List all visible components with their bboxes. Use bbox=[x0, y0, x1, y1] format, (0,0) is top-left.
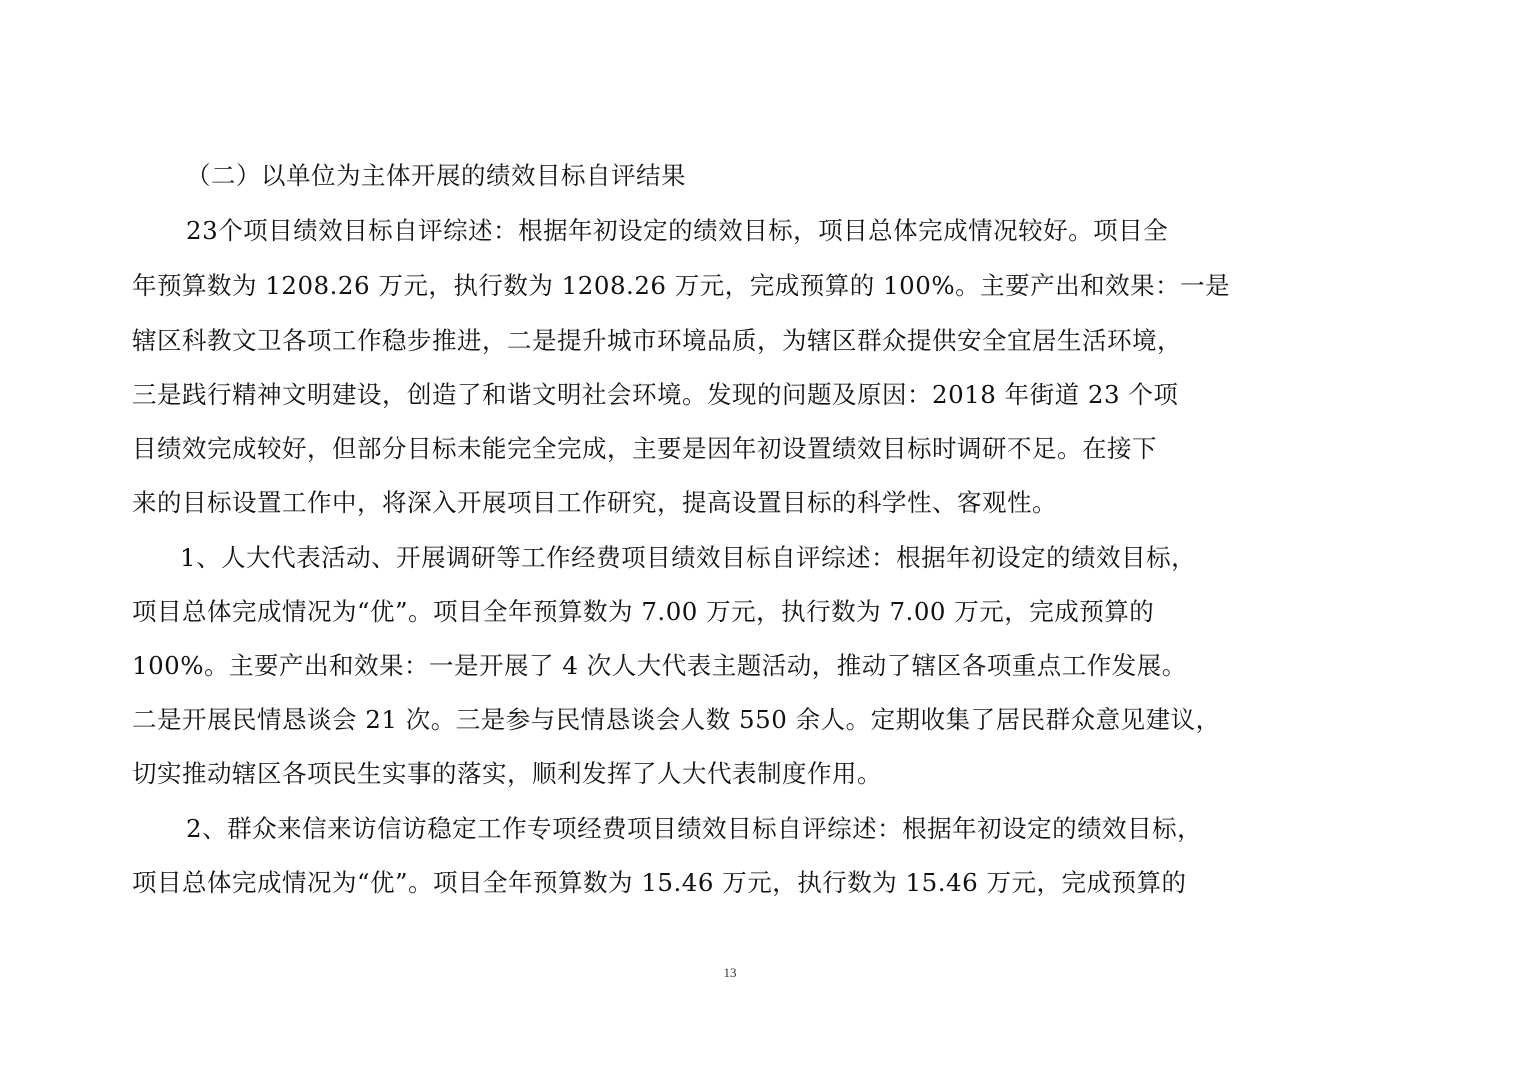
paragraph-line: 来的目标设置工作中，将深入开展项目工作研究，提高设置目标的科学性、客观性。 bbox=[132, 488, 1057, 517]
paragraph-line: 辖区科教文卫各项工作稳步推进，二是提升城市环境品质，为辖区群众提供安全宜居生活环境， bbox=[132, 326, 1182, 355]
paragraph-line: 项目总体完成情况为“优”。项目全年预算数为 15.46 万元，执行数为 15.46 万元，完成预算的 bbox=[132, 868, 1187, 897]
paragraph-line: 三是践行精神文明建设，创造了和谐文明社会环境。发现的问题及原因：2018 年街道 23 个项 bbox=[132, 380, 1179, 409]
paragraph-line: 项目总体完成情况为“优”。项目全年预算数为 7.00 万元，执行数为 7.00 万元，完成预算的 bbox=[132, 597, 1155, 626]
section-heading: （二）以单位为主体开展的绩效目标自评结果 bbox=[186, 161, 686, 190]
paragraph-line: 23个项目绩效目标自评综述：根据年初设定的绩效目标，项目总体完成情况较好。项目全 bbox=[186, 216, 1169, 245]
paragraph-line: 切实推动辖区各项民生实事的落实，顺利发挥了人大代表制度作用。 bbox=[132, 759, 882, 788]
paragraph-line: 2、群众来信来访信访稳定工作专项经费项目绩效目标自评综述：根据年初设定的绩效目标， bbox=[186, 814, 1203, 843]
page-number: 13 bbox=[723, 965, 737, 980]
paragraph-line: 100%。主要产出和效果：一是开展了 4 次人大代表主题活动，推动了辖区各项重点工作发展。 bbox=[132, 651, 1187, 680]
paragraph-line: 目绩效完成较好，但部分目标未能完全完成，主要是因年初设置绩效目标时调研不足。在接下 bbox=[132, 434, 1157, 463]
paragraph-line: 年预算数为 1208.26 万元，执行数为 1208.26 万元，完成预算的 100%。主要产出和效果：一是 bbox=[132, 271, 1231, 300]
paragraph-line: 1、人大代表活动、开展调研等工作经费项目绩效目标自评综述：根据年初设定的绩效目标， bbox=[180, 543, 1197, 572]
paragraph-line: 二是开展民情恳谈会 21 次。三是参与民情恳谈会人数 550 余人。定期收集了居民群众意见建议， bbox=[132, 705, 1221, 734]
